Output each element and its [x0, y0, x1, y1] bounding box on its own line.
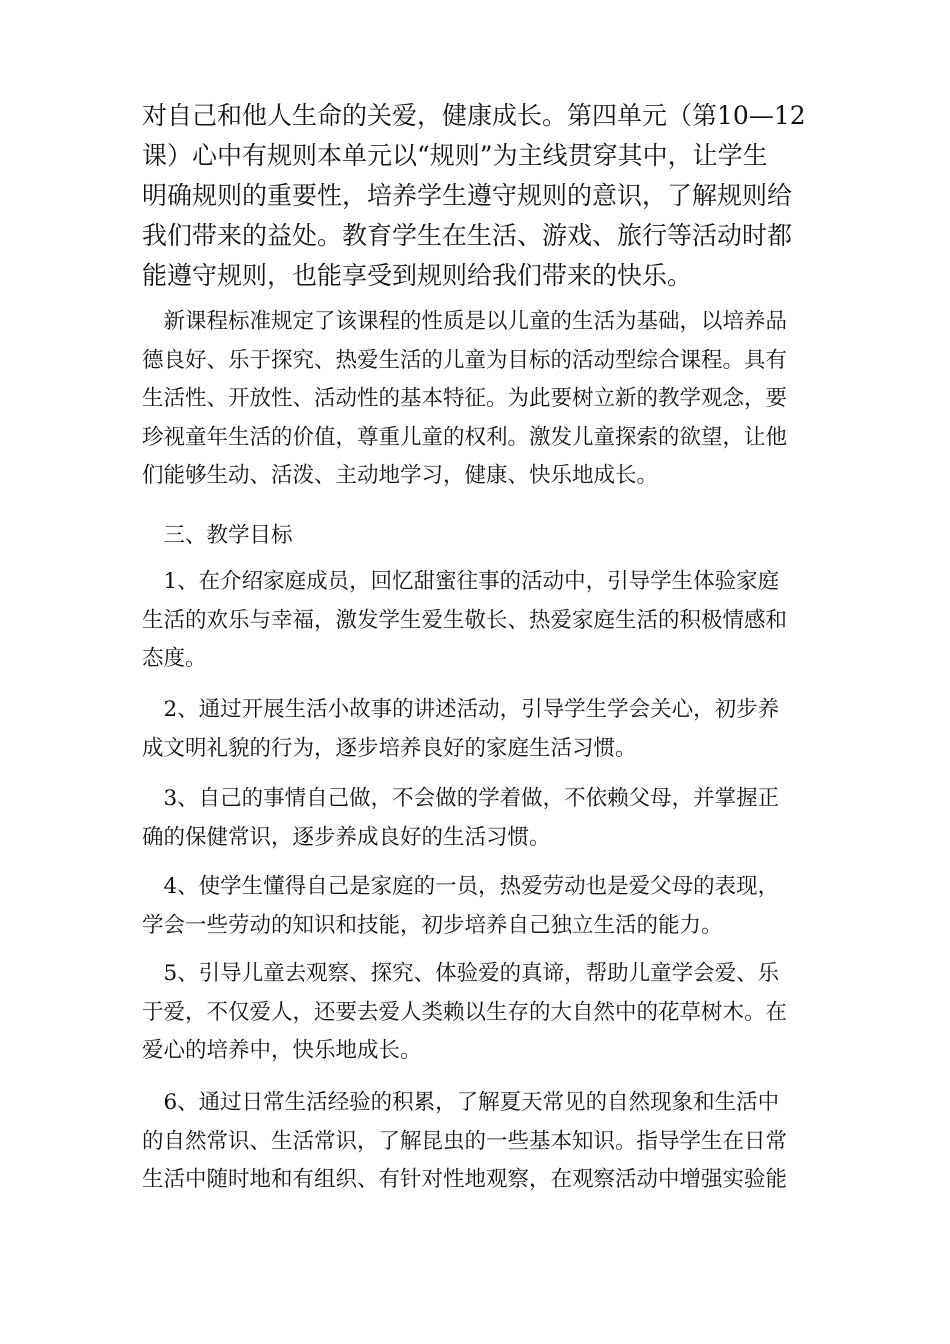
text-line: 能遵守规则，也能享受到规则给我们带来的快乐。: [142, 261, 693, 290]
text-line: 对自己和他人生命的关爱，健康成长。第四单元（第10—12: [142, 101, 806, 130]
text-line: 6、通过日常生活经验的积累，了解夏天常见的自然现象和生活中: [142, 1090, 780, 1115]
text-line: 生活中随时地和有组织、有针对性地观察，在观察活动中增强实验能: [142, 1167, 788, 1192]
text-line: 生活的欢乐与幸福，激发学生爱生敬长、热爱家庭生活的积极情感和: [142, 607, 788, 633]
text-line: 确的保健常识，逐步养成良好的生活习惯。: [142, 824, 551, 850]
section-heading-objectives: [142, 517, 822, 556]
text-line: 我们带来的益处。教育学生在生活、游戏、旅行等活动时都: [142, 221, 793, 250]
text-line: 新课程标准规定了该课程的性质是以儿童的生活为基础，以培养品: [142, 309, 788, 334]
text-line: 2、通过开展生活小故事的讲述活动，引导学生学会关心，初步养: [142, 697, 780, 722]
text-line: 的自然常识、生活常识，了解昆虫的一些基本知识。指导学生在日常: [142, 1128, 788, 1154]
goal-item-1: [142, 563, 822, 679]
text-line: 爱心的培养中，快乐地成长。: [142, 1038, 422, 1063]
text-line: 们能够生动、活泼、主动地学习，健康、快乐地成长。: [142, 463, 659, 488]
paragraph-curriculum: [142, 303, 822, 496]
text-line: 课）心中有规则本单元以“规则”为主线贯穿其中，让学生: [142, 141, 768, 170]
goal-item-2: [142, 691, 822, 768]
text-line: 5、引导儿童去观察、探究、体验爱的真谛，帮助儿童学会爱、乐: [142, 961, 780, 986]
text-line: 3、自己的事情自己做，不会做的学着做，不依赖父母，并掌握正: [142, 786, 780, 811]
text-line: 1、在介绍家庭成员，回忆甜蜜往事的活动中，引导学生体验家庭: [142, 569, 780, 594]
heading-text: 三、教学目标: [142, 523, 293, 548]
text-line: 4、使学生懂得自己是家庭的一员，热爱劳动也是爱父母的表现，: [142, 874, 780, 899]
text-line: 成文明礼貌的行为，逐步培养良好的家庭生活习惯。: [142, 735, 637, 761]
goal-item-4: [142, 868, 822, 945]
goal-item-3: [142, 780, 822, 857]
text-line: 于爱，不仅爱人，还要去爱人类赖以生存的大自然中的花草树木。在: [142, 999, 788, 1025]
goal-item-5: [142, 955, 822, 1071]
goal-item-6: [142, 1084, 822, 1200]
text-line: 德良好、乐于探究、热爱生活的儿童为目标的活动型综合课程。具有: [142, 347, 788, 373]
paragraph-unit-intro: [142, 96, 822, 296]
text-line: 珍视童年生活的价值，尊重儿童的权利。激发儿童探索的欲望，让他: [142, 424, 788, 450]
text-line: 明确规则的重要性，培养学生遵守规则的意识，了解规则给: [142, 181, 793, 210]
text-line: 态度。: [142, 646, 207, 671]
text-line: 生活性、开放性、活动性的基本特征。为此要树立新的教学观念，要: [142, 386, 788, 411]
text-line: 学会一些劳动的知识和技能，初步培养自己独立生活的能力。: [142, 912, 723, 938]
